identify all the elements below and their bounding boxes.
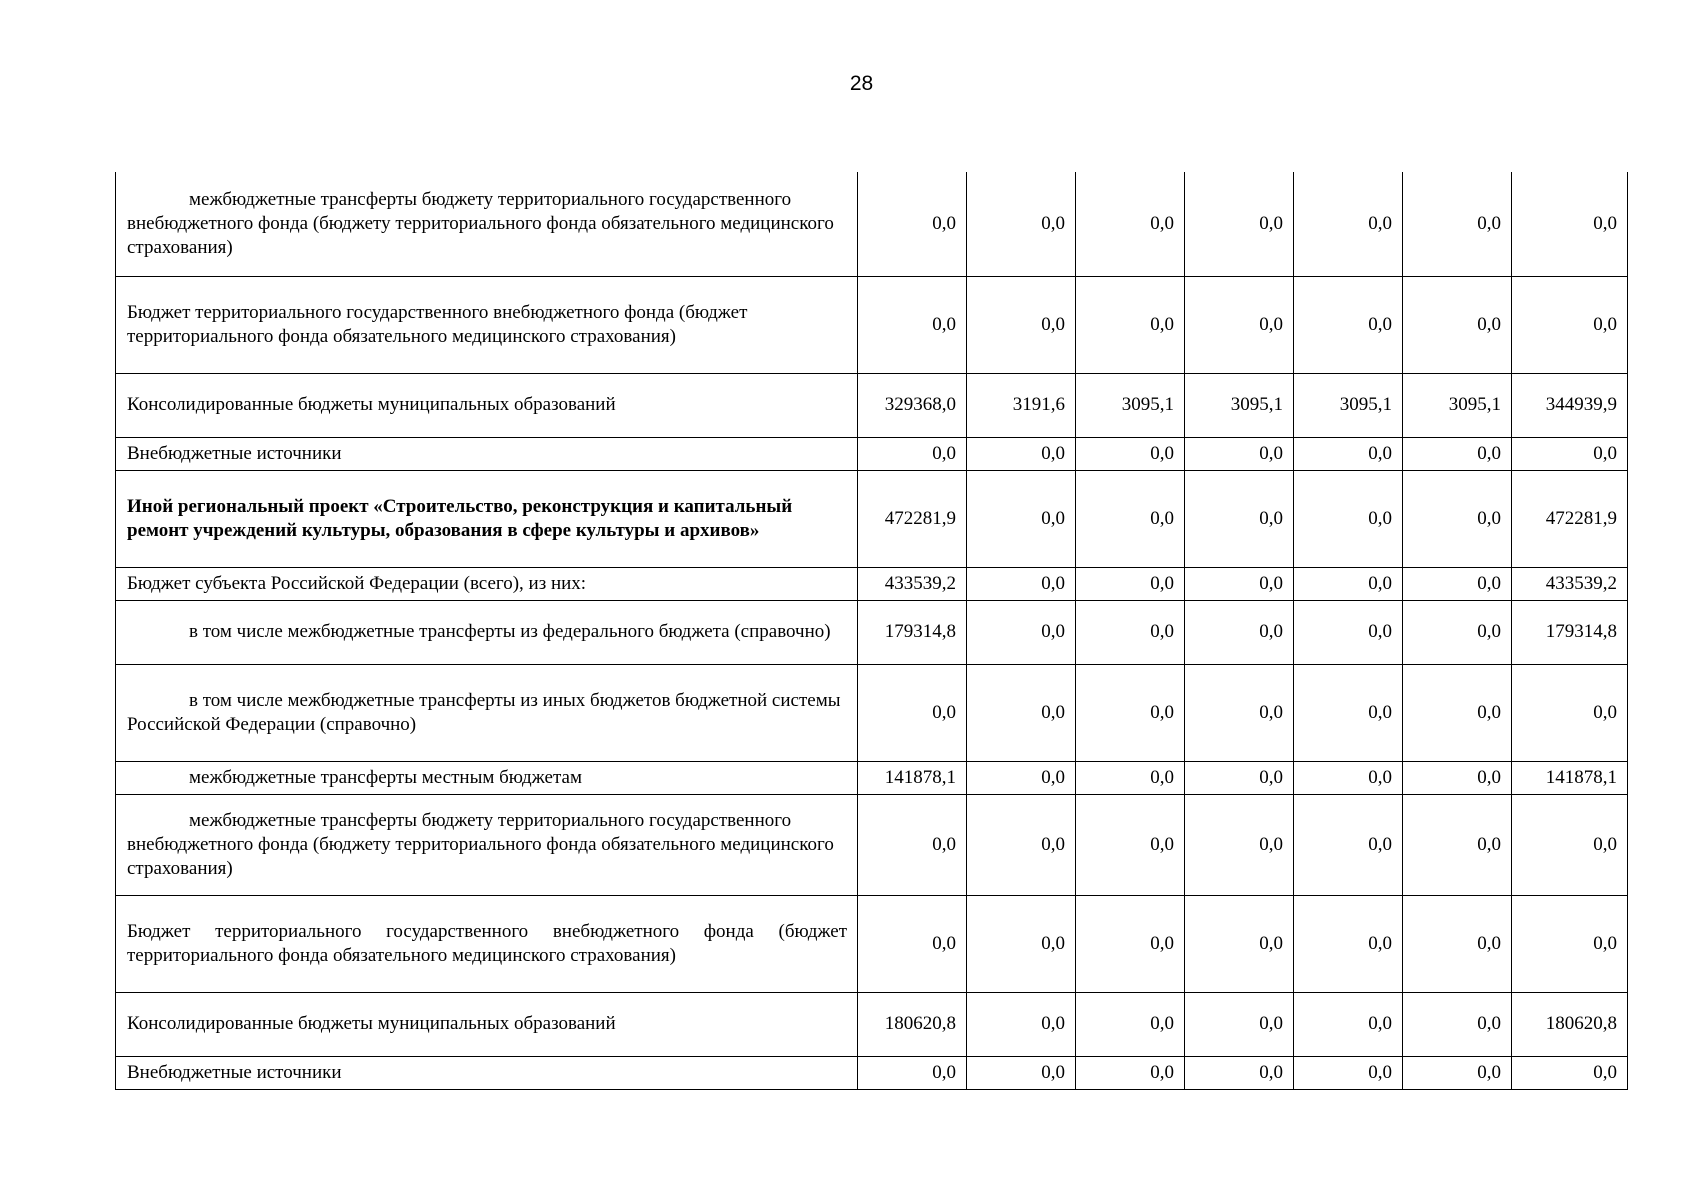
page-number: 28 [849,72,874,95]
value-cell: 0,0 [1403,664,1512,761]
table-row [116,895,1628,992]
value-cell: 0,0 [1403,895,1512,992]
value-cell: 0,0 [967,437,1076,470]
budget-table [115,172,1628,1090]
value-cell: 0,0 [1403,172,1512,276]
value-cell: 0,0 [967,895,1076,992]
value-cell: 180620,8 [1512,992,1628,1056]
value-cell: 0,0 [1185,895,1294,992]
row-label: межбюджетные трансферты бюджету территориального государственного внебюджетного фонда (бюджету территориального фонда обязательного медицинского страхования) [116,794,858,895]
row-label: Бюджет субъекта Российской Федерации (всего), из них: [116,567,858,600]
value-cell: 0,0 [1403,276,1512,373]
value-cell: 0,0 [1294,761,1403,794]
row-label: в том числе межбюджетные трансферты из федерального бюджета (справочно) [116,600,858,664]
value-cell: 0,0 [858,895,967,992]
value-cell: 0,0 [1512,1056,1628,1089]
value-cell: 0,0 [967,992,1076,1056]
value-cell: 180620,8 [858,992,967,1056]
value-cell: 0,0 [1076,600,1185,664]
value-cell: 0,0 [858,664,967,761]
value-cell: 0,0 [1076,437,1185,470]
value-cell: 0,0 [1512,276,1628,373]
table-row [116,664,1628,761]
value-cell: 0,0 [1403,761,1512,794]
value-cell: 0,0 [1403,992,1512,1056]
value-cell: 0,0 [1403,794,1512,895]
value-cell: 433539,2 [858,567,967,600]
value-cell: 0,0 [1076,276,1185,373]
value-cell: 433539,2 [1512,567,1628,600]
table-row [116,470,1628,567]
value-cell: 0,0 [967,794,1076,895]
value-cell: 0,0 [1512,437,1628,470]
value-cell: 0,0 [1076,567,1185,600]
row-label: Внебюджетные источники [116,437,858,470]
table-row [116,600,1628,664]
value-cell: 0,0 [1185,761,1294,794]
value-cell: 0,0 [858,1056,967,1089]
value-cell: 0,0 [1512,895,1628,992]
value-cell: 0,0 [967,470,1076,567]
value-cell: 0,0 [1403,1056,1512,1089]
value-cell: 3095,1 [1294,373,1403,437]
value-cell: 0,0 [967,172,1076,276]
value-cell: 0,0 [967,664,1076,761]
row-label: в том числе межбюджетные трансферты из иных бюджетов бюджетной системы Российской Федерации (справочно) [116,664,858,761]
row-label: Бюджет территориального государственного внебюджетного фонда (бюджет территориального фонда обязательного медицинского страхования) [116,276,858,373]
value-cell: 0,0 [1294,437,1403,470]
value-cell: 0,0 [1185,172,1294,276]
value-cell: 3095,1 [1185,373,1294,437]
row-label: Внебюджетные источники [116,1056,858,1089]
value-cell: 472281,9 [1512,470,1628,567]
value-cell: 0,0 [858,794,967,895]
row-label: Бюджет территориального государственного внебюджетного фонда (бюджет территориального фонда обязательного медицинского страхования) [116,895,858,992]
value-cell: 0,0 [1076,895,1185,992]
value-cell: 0,0 [1294,664,1403,761]
value-cell: 0,0 [967,567,1076,600]
value-cell: 0,0 [967,761,1076,794]
value-cell: 0,0 [967,1056,1076,1089]
value-cell: 0,0 [1185,794,1294,895]
value-cell: 0,0 [1403,567,1512,600]
value-cell: 3191,6 [967,373,1076,437]
value-cell: 0,0 [1185,470,1294,567]
value-cell: 141878,1 [858,761,967,794]
value-cell: 0,0 [1076,992,1185,1056]
value-cell: 329368,0 [858,373,967,437]
value-cell: 0,0 [967,600,1076,664]
value-cell: 0,0 [858,437,967,470]
value-cell: 0,0 [1185,600,1294,664]
value-cell: 0,0 [1512,172,1628,276]
value-cell: 0,0 [1294,172,1403,276]
table-row [116,437,1628,470]
table-row [116,172,1628,276]
value-cell: 3095,1 [1403,373,1512,437]
value-cell: 0,0 [1076,761,1185,794]
table-row [116,373,1628,437]
value-cell: 344939,9 [1512,373,1628,437]
value-cell: 141878,1 [1512,761,1628,794]
table-row [116,992,1628,1056]
value-cell: 179314,8 [1512,600,1628,664]
value-cell: 0,0 [1076,470,1185,567]
value-cell: 0,0 [1294,470,1403,567]
row-label: межбюджетные трансферты бюджету территориального государственного внебюджетного фонда (бюджету территориального фонда обязательного медицинского страхования) [116,172,858,276]
value-cell: 0,0 [858,172,967,276]
table-row [116,794,1628,895]
value-cell: 0,0 [1076,794,1185,895]
table-row [116,276,1628,373]
value-cell: 0,0 [1185,664,1294,761]
value-cell: 0,0 [1294,794,1403,895]
row-label: Консолидированные бюджеты муниципальных образований [116,992,858,1056]
value-cell: 472281,9 [858,470,967,567]
value-cell: 0,0 [1076,664,1185,761]
row-label: межбюджетные трансферты местным бюджетам [116,761,858,794]
value-cell: 0,0 [1403,437,1512,470]
value-cell: 0,0 [1294,992,1403,1056]
value-cell: 0,0 [1512,794,1628,895]
value-cell: 0,0 [1294,600,1403,664]
value-cell: 0,0 [858,276,967,373]
value-cell: 0,0 [1294,1056,1403,1089]
row-label: Иной региональный проект «Строительство, реконструкция и капитальный ремонт учреждений культуры, образования в сфере культуры и архивов» [116,470,858,567]
value-cell: 179314,8 [858,600,967,664]
value-cell: 0,0 [1512,664,1628,761]
value-cell: 0,0 [1403,470,1512,567]
table-row [116,1056,1628,1089]
value-cell: 3095,1 [1076,373,1185,437]
value-cell: 0,0 [1076,172,1185,276]
value-cell: 0,0 [967,276,1076,373]
row-label: Консолидированные бюджеты муниципальных образований [116,373,858,437]
value-cell: 0,0 [1294,567,1403,600]
table-row [116,567,1628,600]
table-row [116,761,1628,794]
value-cell: 0,0 [1185,276,1294,373]
value-cell: 0,0 [1185,437,1294,470]
value-cell: 0,0 [1185,567,1294,600]
budget-table-body [116,172,1628,1089]
value-cell: 0,0 [1076,1056,1185,1089]
value-cell: 0,0 [1185,1056,1294,1089]
value-cell: 0,0 [1294,895,1403,992]
value-cell: 0,0 [1294,276,1403,373]
value-cell: 0,0 [1185,992,1294,1056]
value-cell: 0,0 [1403,600,1512,664]
